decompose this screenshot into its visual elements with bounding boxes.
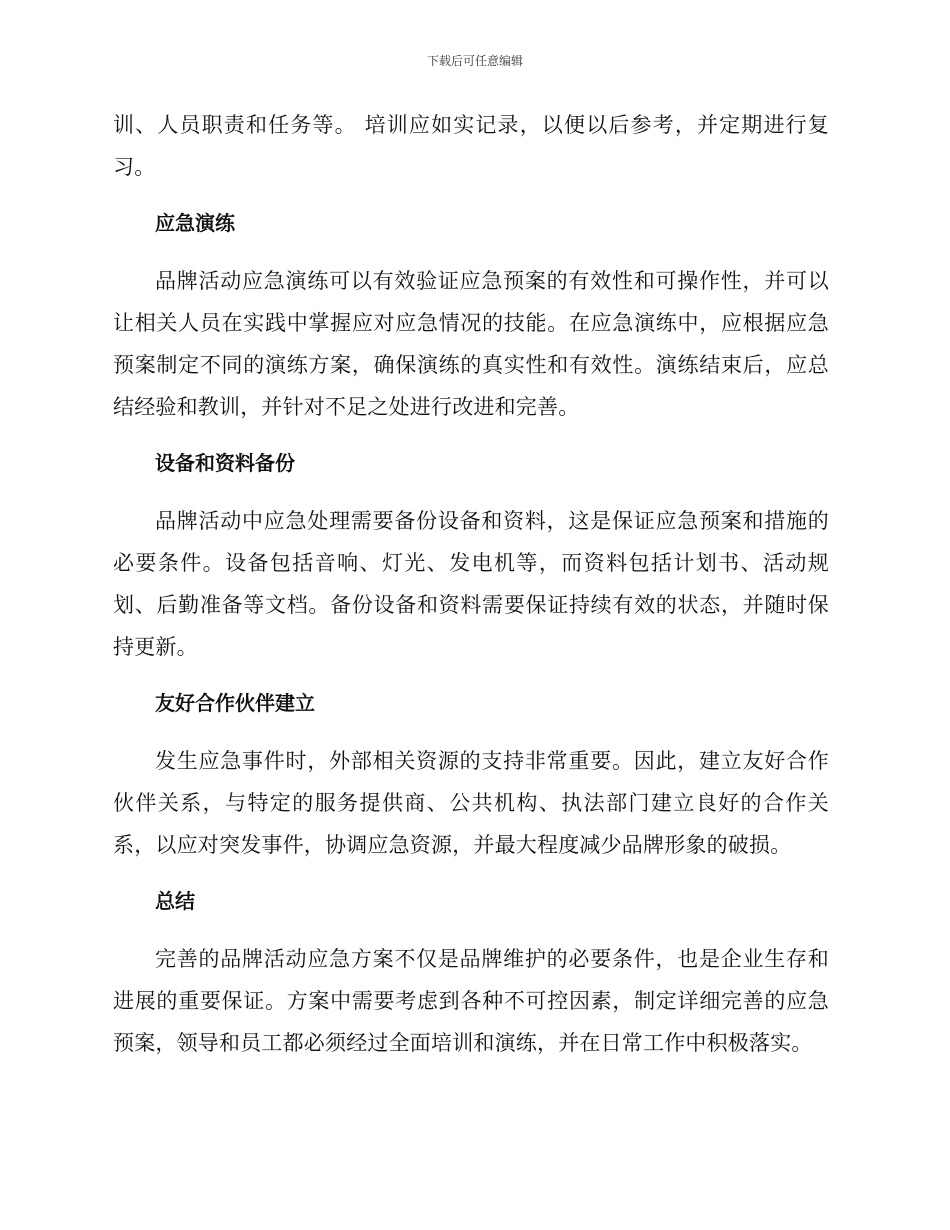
section-heading-summary: 总结 (155, 889, 195, 913)
page-header: 下载后可任意编辑 (426, 54, 523, 68)
document-body (113, 104, 829, 1064)
section-heading-backup: 设备和资料备份 (155, 451, 295, 475)
paragraph-backup: 品牌活动中应急处理需要备份设备和资料，这是保证应急预案和措施的必要条件。设备包括音响、灯光、发电机等，而资料包括计划书、活动规划、后勤准备等文档。备份设备和资料需要保证持续有效的状态，并随时保持更新。 (113, 509, 829, 659)
paragraph-partners: 发生应急事件时，外部相关资源的支持非常重要。因此，建立友好合作伙伴关系，与特定的服务提供商、公共机构、执法部门建立良好的合作关系，以应对突发事件，协调应急资源，并最大程度减少品牌形象的破损。 (113, 749, 829, 857)
paragraph-continued: 训、人员职责和任务等。 培训应如实记录，以便以后参考，并定期进行复习。 (113, 113, 829, 179)
section-heading-partners: 友好合作伙伴建立 (155, 691, 315, 715)
paragraph-drill: 品牌活动应急演练可以有效验证应急预案的有效性和可操作性，并可以让相关人员在实践中掌握应对应急情况的技能。在应急演练中，应根据应急预案制定不同的演练方案，确保演练的真实性和有效性。演练结束后，应总结经验和教训，并针对不足之处进行改进和完善。 (113, 269, 829, 419)
paragraph-summary: 完善的品牌活动应急方案不仅是品牌维护的必要条件，也是企业生存和进展的重要保证。方案中需要考虑到各种不可控因素，制定详细完善的应急预案，领导和员工都必须经过全面培训和演练，并在日常工作中积极落实。 (113, 947, 829, 1055)
section-heading-drill: 应急演练 (155, 211, 235, 235)
